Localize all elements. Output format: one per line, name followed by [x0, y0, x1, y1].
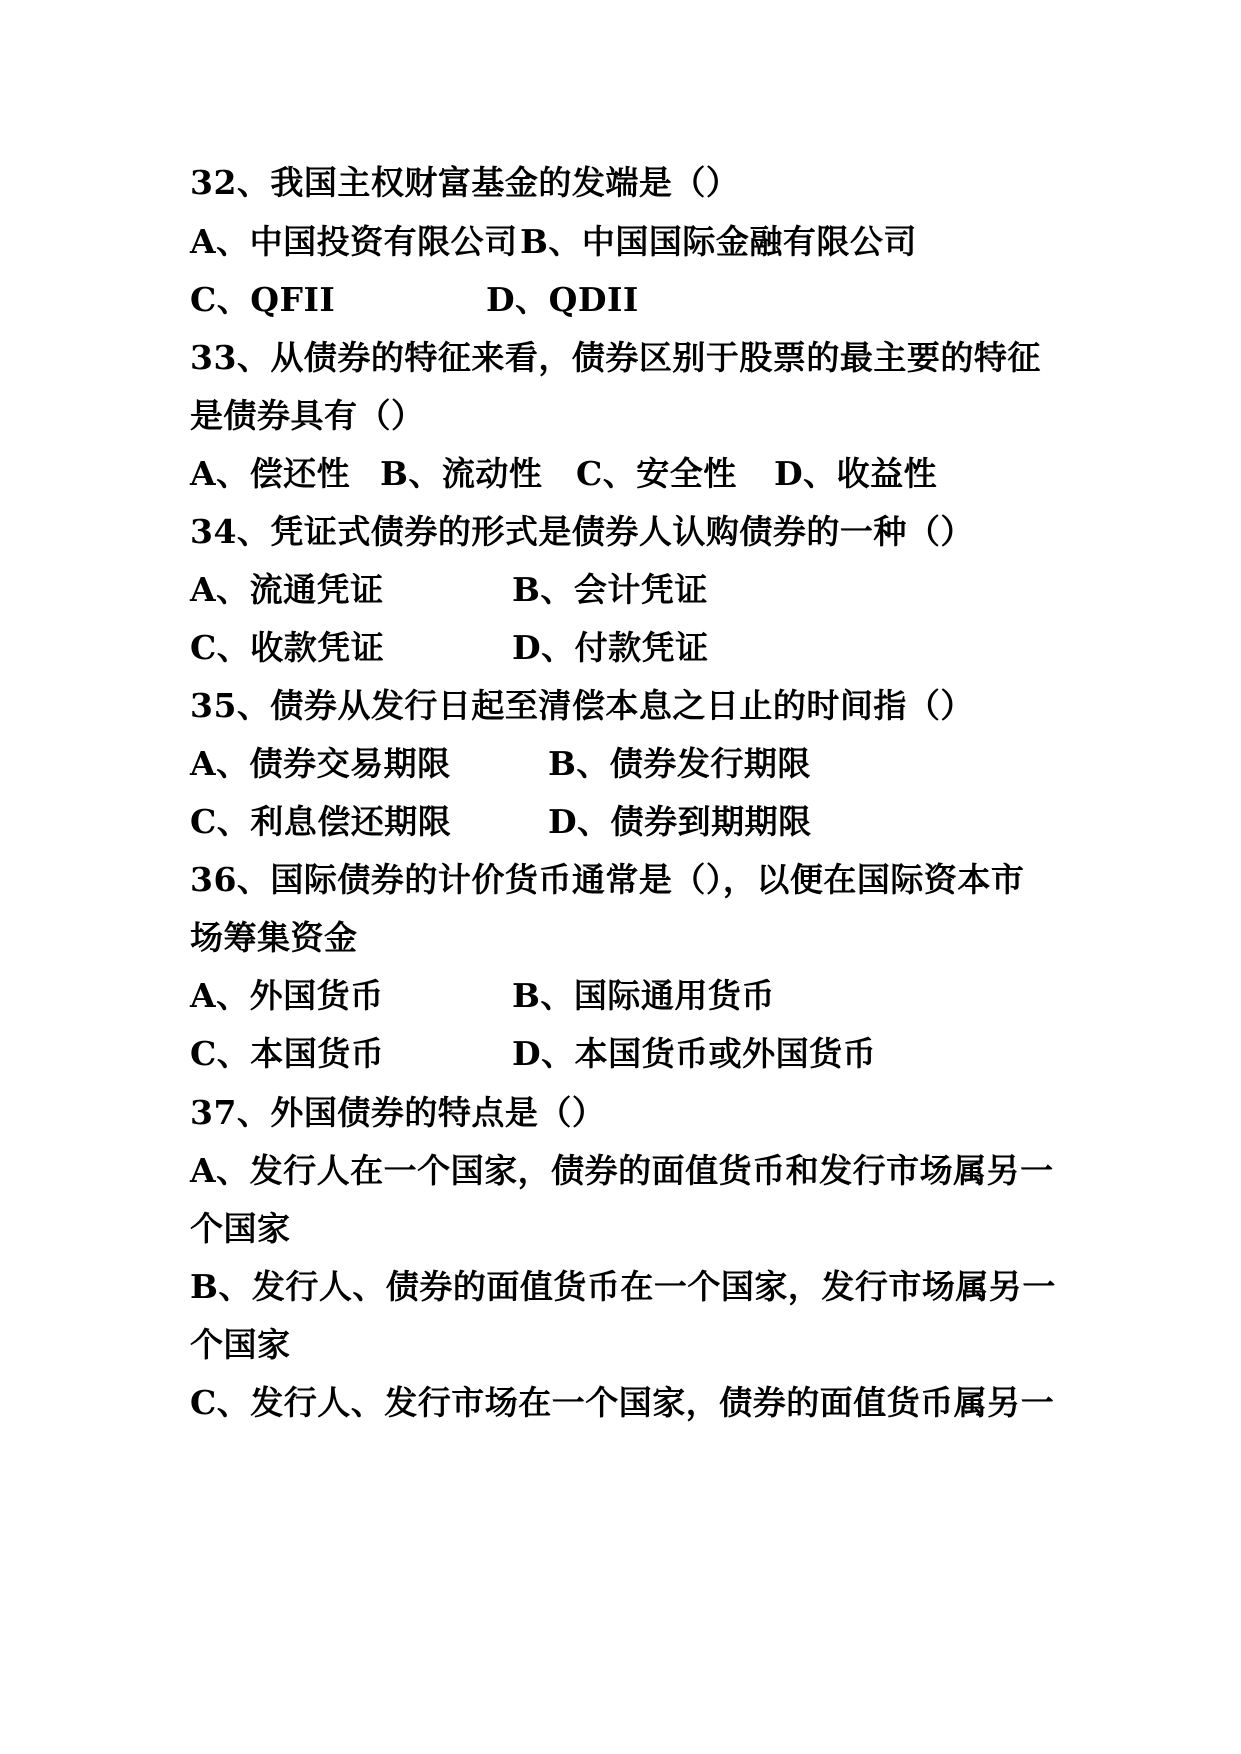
option-d: D、本国货币或外国货币 — [512, 1034, 877, 1073]
option-a: A、流通凭证 — [190, 570, 384, 609]
option-d: D、QDII — [486, 280, 639, 319]
option-c: C、QFII — [190, 280, 336, 319]
option-b: B、国际通用货币 — [512, 976, 775, 1015]
question-36-stem-line-1: 36、国际债券的计价货币通常是（），以便在国际资本市 — [190, 860, 1025, 899]
question-37-option-c-line-1: C、发行人、发行市场在一个国家，债券的面值货币属另一 — [190, 1383, 1055, 1422]
option-c: C、安全性 — [576, 454, 737, 493]
question-35-stem: 35、债券从发行日起至清偿本息之日止的时间指（） — [190, 686, 974, 725]
option-a: A、偿还性 — [190, 454, 351, 493]
option-a: A、外国货币 — [190, 976, 384, 1015]
question-33-stem-line-1: 33、从债券的特征来看，债券区别于股票的最主要的特征 — [190, 338, 1041, 377]
option-d: D、付款凭证 — [512, 628, 709, 667]
question-37-option-a-line-2: 个国家 — [190, 1209, 291, 1248]
option-d: D、收益性 — [774, 454, 938, 493]
option-c: C、收款凭证 — [190, 628, 385, 667]
question-37-option-a-line-1: A、发行人在一个国家，债券的面值货币和发行市场属另一 — [190, 1151, 1054, 1190]
option-d: D、债券到期期限 — [548, 802, 812, 841]
option-a: A、债券交易期限 — [190, 744, 451, 783]
question-36-stem-line-2: 场筹集资金 — [190, 918, 358, 957]
question-33-stem-line-2: 是债券具有（） — [190, 396, 425, 435]
option-b: B、流动性 — [380, 454, 543, 493]
question-34-stem: 34、凭证式债券的形式是债券人认购债券的一种（） — [190, 512, 974, 551]
question-37-option-b-line-2: 个国家 — [190, 1325, 291, 1364]
question-37-stem: 37、外国债券的特点是（） — [190, 1093, 606, 1132]
question-37-option-b-line-1: B、发行人、债券的面值货币在一个国家，发行市场属另一 — [190, 1267, 1056, 1306]
option-a: A、中国投资有限公司 — [190, 222, 518, 261]
option-b: B、债券发行期限 — [548, 744, 811, 783]
question-32-stem: 32、我国主权财富基金的发端是（） — [190, 163, 740, 202]
option-b: B、会计凭证 — [512, 570, 708, 609]
option-b: B、中国国际金融有限公司 — [520, 222, 917, 261]
option-c: C、本国货币 — [190, 1034, 385, 1073]
option-c: C、利息偿还期限 — [190, 802, 452, 841]
